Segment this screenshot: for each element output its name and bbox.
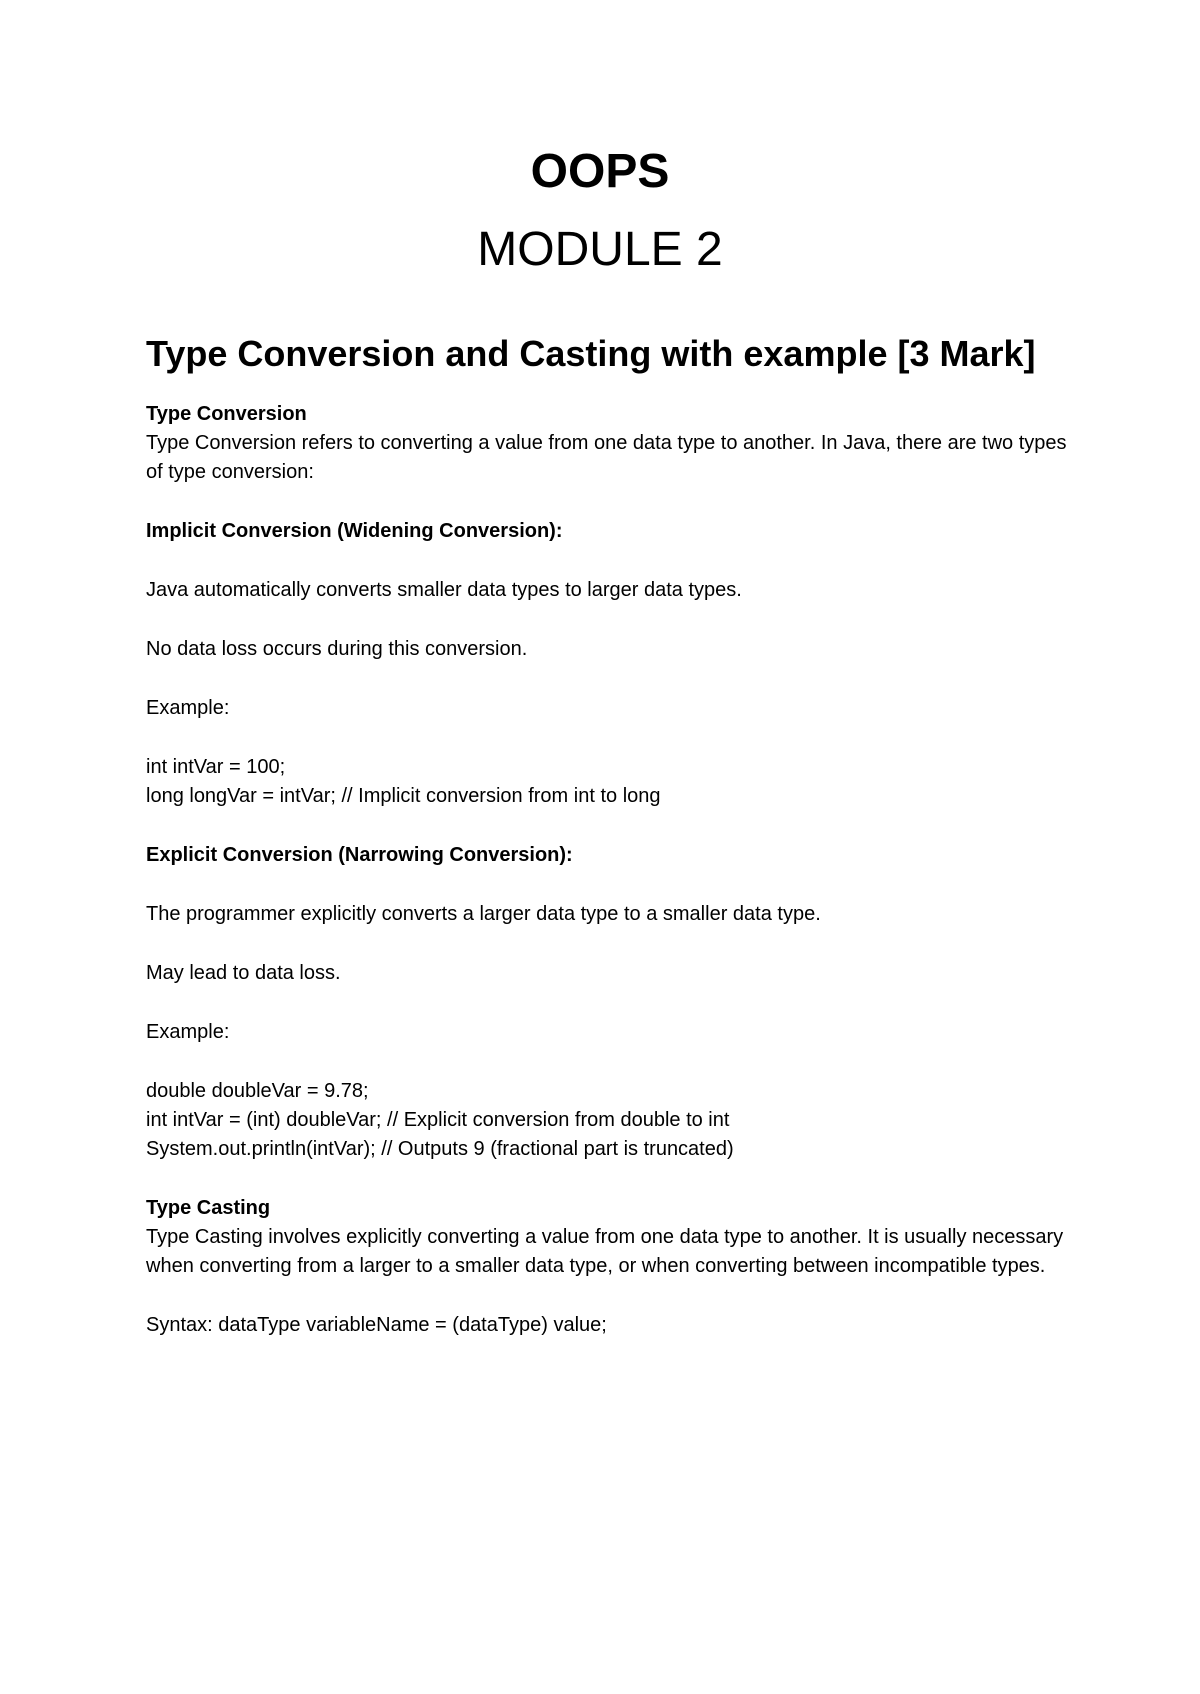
explicit-point-1: The programmer explicitly converts a larger data type to a smaller data type. [146, 903, 821, 925]
type-conversion-title: Type Conversion [146, 403, 307, 425]
implicit-point-1: Java automatically converts smaller data types to larger data types. [146, 579, 742, 601]
code-line: double doubleVar = 9.78; [146, 1080, 369, 1102]
section-heading: Type Conversion and Casting with example [3 Mark] [146, 333, 1036, 374]
type-casting-description: Type Casting involves explicitly converting a value from one data type to another. It is usually necessary when converting from a larger to a smaller data type, or when converting between incompatible types. [146, 1226, 1064, 1277]
implicit-example-label: Example: [146, 697, 230, 719]
explicit-code-block [146, 1077, 1076, 1164]
implicit-conversion-title: Implicit Conversion (Widening Conversion): [146, 520, 563, 542]
explicit-example-label: Example: [146, 1021, 230, 1043]
explicit-point-2: May lead to data loss. [146, 962, 341, 984]
type-casting-syntax: Syntax: dataType variableName = (dataType) value; [146, 1314, 607, 1336]
document-title: OOPS [530, 145, 670, 198]
explicit-conversion-title: Explicit Conversion (Narrowing Conversion): [146, 844, 573, 866]
implicit-code-block [146, 753, 1076, 811]
type-conversion-description: Type Conversion refers to converting a value from one data type to another. In Java, there are two types of type conversion: [146, 432, 1067, 483]
document-body [146, 328, 1076, 1340]
code-line: int intVar = (int) doubleVar; // Explicit conversion from double to int [146, 1109, 730, 1131]
code-line: System.out.println(intVar); // Outputs 9 (fractional part is truncated) [146, 1138, 734, 1160]
code-line: int intVar = 100; [146, 756, 286, 778]
document-subtitle: MODULE 2 [477, 223, 723, 276]
type-casting-title: Type Casting [146, 1197, 271, 1219]
implicit-point-2: No data loss occurs during this conversion. [146, 638, 528, 660]
code-line: long longVar = intVar; // Implicit conversion from int to long [146, 785, 661, 807]
